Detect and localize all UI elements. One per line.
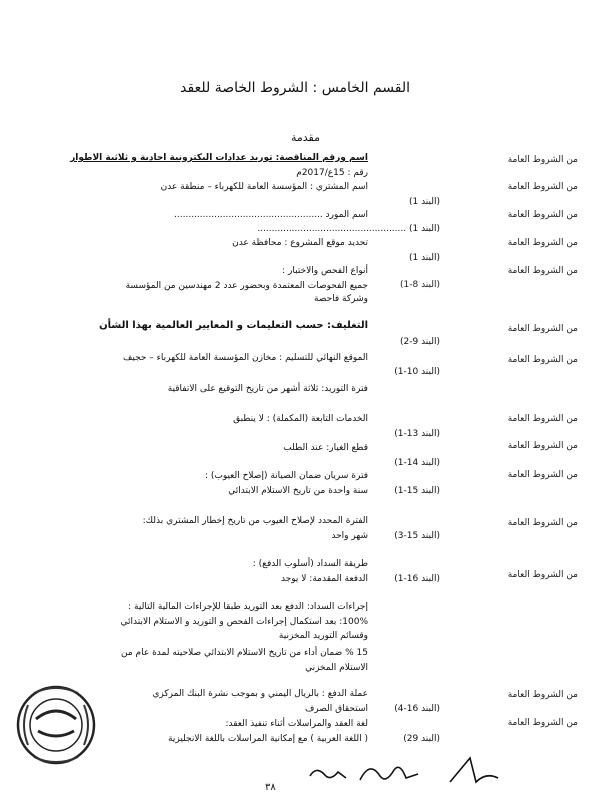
condition-text: وشركة فاحصة: [313, 294, 368, 304]
condition-source-label: من الشروط العامة: [507, 690, 578, 700]
condition-text: لغة العقد والمراسلات أثناء تنفيذ العقد:: [225, 719, 368, 729]
condition-source-label: من الشروط العامة: [507, 182, 578, 192]
condition-text: اسم المشتري : المؤسسة العامة للكهرباء – منطقة عدن: [160, 182, 368, 192]
condition-text: (البند 29): [403, 734, 440, 744]
condition-text: الدفعة المقدمة: لا يوجد: [281, 574, 368, 584]
condition-source-label: من الشروط العامة: [507, 441, 578, 451]
condition-text: (البند 1): [408, 197, 440, 207]
condition-text: عملة الدفع : بالريال اليمني و بموجب نشرة البنك المركزي: [152, 689, 368, 699]
condition-source-label: من الشروط العامة: [507, 414, 578, 424]
condition-text: رقم : 15ع/2017م: [296, 168, 368, 178]
condition-text: اسم المورد ....................................................: [174, 210, 368, 220]
condition-text: اسم ورقم المناقصة: توريد عدادات اليكترونية احادية و ثلاثية الاطوار: [70, 153, 368, 163]
condition-text: أنواع الفحص والاختبار :: [282, 266, 368, 276]
condition-text: فترة التوريد: ثلاثة أشهر من تاريخ التوقيع على الاتفاقية: [167, 384, 368, 394]
condition-source-label: من الشروط العامة: [507, 518, 578, 528]
condition-source-label: من الشروط العامة: [507, 570, 578, 580]
condition-text: (البند 1): [408, 253, 440, 263]
condition-text: شهر واحد: [331, 531, 368, 541]
condition-text: (البند 14-1): [394, 458, 440, 468]
condition-source-label: من الشروط العامة: [507, 238, 578, 248]
condition-text: الخدمات التابعة (المكملة) : لا ينطبق: [233, 414, 368, 424]
condition-text: 15 % ضمان أداء من تاريخ الاستلام الابتدائي صلاحيته لمدة عام من: [121, 648, 368, 658]
condition-text: (البند 15-3): [394, 531, 440, 541]
condition-text: طريقة السداد (أسلوب الدفع) :: [252, 559, 368, 569]
section-title: القسم الخامس : الشروط الخاصة للعقد: [180, 80, 410, 96]
condition-text: فترة سريان ضمان الصيانة (إصلاح العيوب) :: [204, 471, 368, 481]
condition-text: (البند 9-2): [399, 337, 440, 347]
condition-text: (البند 16-1): [394, 574, 440, 584]
condition-text: جميع الفحوصات المعتمدة وبحضور عدد 2 مهندسين من المؤسسة: [125, 281, 368, 291]
condition-text: تحديد موقع المشروع : محافظة عدن: [232, 238, 368, 248]
condition-text: 100%: بعد استكمال إجراءات الفحص و التوريد و الاستلام الابتدائي: [120, 617, 368, 627]
condition-text: التغليف: حسب التعليمات و المعايير العالمية بهذا الشأن: [99, 320, 368, 331]
condition-text: (البند 13-1): [394, 429, 440, 439]
condition-text: إجراءات السداد: الدفع بعد التوريد طبقا للإجراءات المالية التالية :: [128, 602, 368, 612]
condition-source-label: من الشروط العامة: [507, 155, 578, 165]
intro-title: مقدمة: [290, 131, 320, 144]
handwritten-signatures: [300, 752, 510, 792]
condition-text: (البند 10-1): [394, 367, 440, 377]
condition-text: قطع الغيار: عند الطلب: [283, 443, 368, 453]
page-number: ٣٨: [265, 782, 276, 793]
condition-source-label: (البند 8-1): [399, 280, 440, 290]
condition-text: الفترة المحدد لإصلاح العيوب من تاريخ إخطار المشتري بذلك:: [142, 516, 368, 526]
condition-text: الاستلام المخزني: [305, 663, 368, 673]
condition-source-label: من الشروط العامة: [507, 210, 578, 220]
condition-text: الموقع النهائي للتسليم : مخازن المؤسسة العامة للكهرباء – حجيف: [123, 353, 368, 363]
condition-source-label: من الشروط العامة: [507, 470, 578, 480]
official-stamp: [14, 683, 98, 767]
condition-text: (البند 15-1): [394, 486, 440, 496]
condition-text: استحقاق الصرف: [304, 704, 368, 714]
condition-text: ( اللغة العربية ) مع إمكانية المراسلات باللغة الانجليزية: [168, 734, 368, 744]
condition-source-label: من الشروط العامة: [507, 324, 578, 334]
condition-text: سنة واحدة من تاريخ الاستلام الابتدائي: [228, 486, 368, 496]
condition-text: (البند 16-4): [394, 704, 440, 714]
condition-source-label: من الشروط العامة: [507, 355, 578, 365]
condition-source-label: من الشروط العامة: [507, 266, 578, 276]
condition-text: وقسائم التوريد المخزنية: [278, 631, 368, 641]
condition-source-label: من الشروط العامة: [507, 718, 578, 728]
condition-text: (البند 1) ....................................................: [257, 224, 440, 234]
